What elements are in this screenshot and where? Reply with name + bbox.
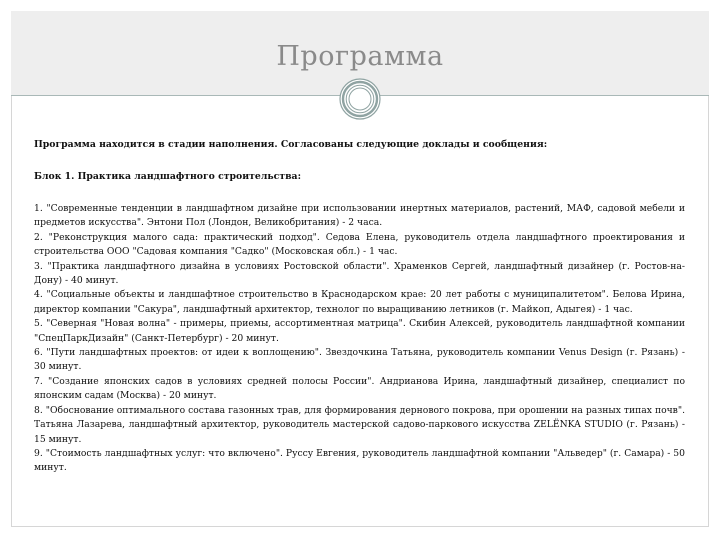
- program-item: 7. "Создание японских садов в условиях средней полосы России". Андрианова Ирина, ландшафтный дизайнер, специалист по японским садам (Москва) - 20 минут.: [34, 375, 685, 402]
- program-item: 8. "Обоснование оптимального состава газонных трав, для формирования дернового покрова, при орошении на разных типах почв". Татьяна Лазарева, ландшафтный архитектор, руководитель мастерской садово-паркового искусства ZELЁNKA STUDIO (г. Рязань) - 15 минут.: [34, 404, 685, 445]
- program-item: 1. "Современные тенденции в ландшафтном дизайне при использовании инертных материалов, растений, МАФ, садовой мебели и предметов искусства". Энтони Пол (Лондон, Великобритания) - 2 часа.: [34, 203, 685, 229]
- slide-title: Программа: [276, 41, 444, 72]
- slide-content: [34, 138, 685, 476]
- program-item: 4. "Социальные объекты и ландшафтное строительство в Краснодарском крае: 20 лет работы с муниципалитетом". Белова Ирина, директор компании "Сакура", ландшафтный архитектор, технолог по выращиванию летников (г. Майкоп, Адыгея) - 1 час.: [34, 289, 685, 315]
- program-item: 2. "Реконструкция малого сада: практический подход". Седова Елена, руководитель отдела ландшафтного проектирования и строительства ООО "Садовая компания "Садко" (Московская обл.) - 1 час.: [34, 231, 685, 258]
- program-item: 6. "Пути ландшафтных проектов: от идеи к воплощению". Звездочкина Татьяна, руководитель компании Venus Design (г. Рязань) - 30 минут.: [34, 347, 685, 373]
- intro-text: Программа находится в стадии наполнения. Согласованы следующие доклады и сообщения:: [34, 139, 548, 150]
- program-item: 9. "Стоимость ландшафтных услуг: что включено". Руссу Евгения, руководитель ландшафтной компании "Альведер" (г. Самара) - 50 минут.: [34, 447, 685, 474]
- concentric-circle-ornament-icon: [339, 78, 381, 120]
- program-item: 3. "Практика ландшафтного дизайна в условиях Ростовской области". Храменков Сергей, ландшафтный дизайнер (г. Ростов-на-Дону) - 40 минут.: [34, 260, 685, 287]
- block-heading: Блок 1. Практика ландшафтного строительства:: [34, 171, 302, 182]
- program-item: 5. "Северная "Новая волна" - примеры, приемы, ассортиментная матрица". Скибин Алексей, руководитель ландшафтной компании "СпецПаркДизайн" (Санкт-Петербург) - 20 минут.: [34, 318, 685, 344]
- program-list: [34, 202, 685, 476]
